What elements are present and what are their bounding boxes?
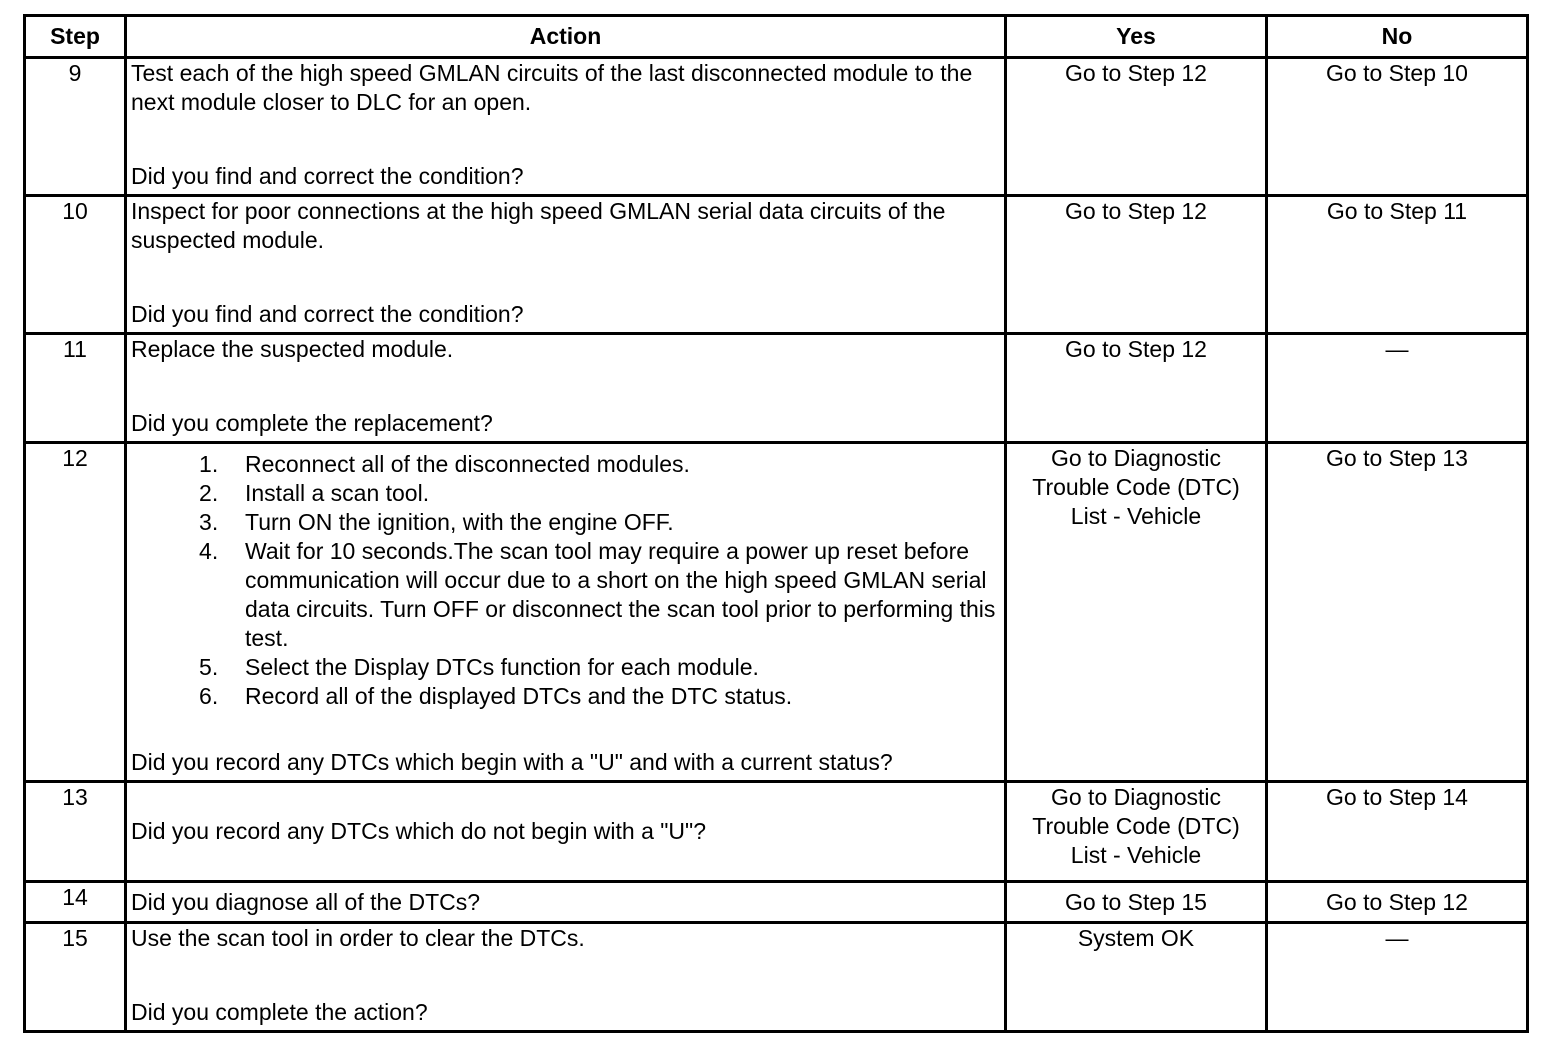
procedure-item: 6. Record all of the displayed DTCs and the DTC status. <box>231 682 1000 711</box>
no-cell: Go to Step 10 <box>1267 58 1528 196</box>
action-text: Use the scan tool in order to clear the DTCs. <box>131 925 585 951</box>
step-number: 11 <box>25 334 126 443</box>
yes-cell: Go to Step 12 <box>1006 58 1267 196</box>
no-cell: — <box>1267 923 1528 1032</box>
yes-cell: Go to Diagnostic Trouble Code (DTC) List - Vehicle <box>1006 782 1267 882</box>
step-number: 13 <box>25 782 126 882</box>
table-row <box>25 923 1528 1032</box>
header-yes: Yes <box>1006 16 1267 58</box>
procedure-item: 3. Turn ON the ignition, with the engine OFF. <box>231 508 1000 537</box>
step-number: 15 <box>25 923 126 1032</box>
action-text: Did you diagnose all of the DTCs? <box>131 888 481 915</box>
table-row <box>25 58 1528 196</box>
action-cell <box>126 334 1006 443</box>
action-cell <box>126 782 1006 882</box>
table-row <box>25 443 1528 782</box>
action-question: Did you record any DTCs which begin with a "U" and with a current status? <box>131 749 893 775</box>
procedure-item: 2. Install a scan tool. <box>231 479 1000 508</box>
header-step: Step <box>25 16 126 58</box>
diagnostic-table <box>23 14 1529 1033</box>
step-number: 9 <box>25 58 126 196</box>
action-cell <box>126 882 1006 923</box>
action-cell <box>126 58 1006 196</box>
yes-cell: Go to Step 12 <box>1006 196 1267 334</box>
header-action: Action <box>126 16 1006 58</box>
no-cell: — <box>1267 334 1528 443</box>
procedure-item: 1. Reconnect all of the disconnected modules. <box>231 450 1000 479</box>
action-text: Did you record any DTCs which do not begin with a "U"? <box>131 818 706 844</box>
procedure-list <box>131 450 1000 711</box>
step-number: 14 <box>25 882 126 923</box>
action-text: Inspect for poor connections at the high speed GMLAN serial data circuits of the suspected module. <box>131 198 946 253</box>
no-cell: Go to Step 11 <box>1267 196 1528 334</box>
action-question: Did you complete the replacement? <box>131 410 493 436</box>
action-cell <box>126 443 1006 782</box>
no-cell: Go to Step 14 <box>1267 782 1528 882</box>
table-row <box>25 196 1528 334</box>
yes-cell: Go to Step 15 <box>1006 882 1267 923</box>
procedure-item: 4. Wait for 10 seconds.The scan tool may require a power up reset before communication will occur due to a short on the high speed GMLAN serial data circuits. Turn OFF or disconnect the scan tool prior to performing this test. <box>231 537 1000 653</box>
action-question: Did you find and correct the condition? <box>131 301 524 327</box>
header-no: No <box>1267 16 1528 58</box>
step-number: 12 <box>25 443 126 782</box>
no-cell: Go to Step 13 <box>1267 443 1528 782</box>
no-cell: Go to Step 12 <box>1267 882 1528 923</box>
action-question: Did you complete the action? <box>131 999 428 1025</box>
action-question: Did you find and correct the condition? <box>131 163 524 189</box>
action-text: Test each of the high speed GMLAN circuits of the last disconnected module to the next module closer to DLC for an open. <box>131 60 973 115</box>
header-row <box>25 16 1528 58</box>
procedure-item: 5. Select the Display DTCs function for each module. <box>231 653 1000 682</box>
step-number: 10 <box>25 196 126 334</box>
table-row <box>25 882 1528 923</box>
action-text: Replace the suspected module. <box>131 336 454 362</box>
table-row <box>25 782 1528 882</box>
yes-cell: System OK <box>1006 923 1267 1032</box>
table-row <box>25 334 1528 443</box>
yes-cell: Go to Diagnostic Trouble Code (DTC) List - Vehicle <box>1006 443 1267 782</box>
action-cell <box>126 923 1006 1032</box>
action-cell <box>126 196 1006 334</box>
yes-cell: Go to Step 12 <box>1006 334 1267 443</box>
